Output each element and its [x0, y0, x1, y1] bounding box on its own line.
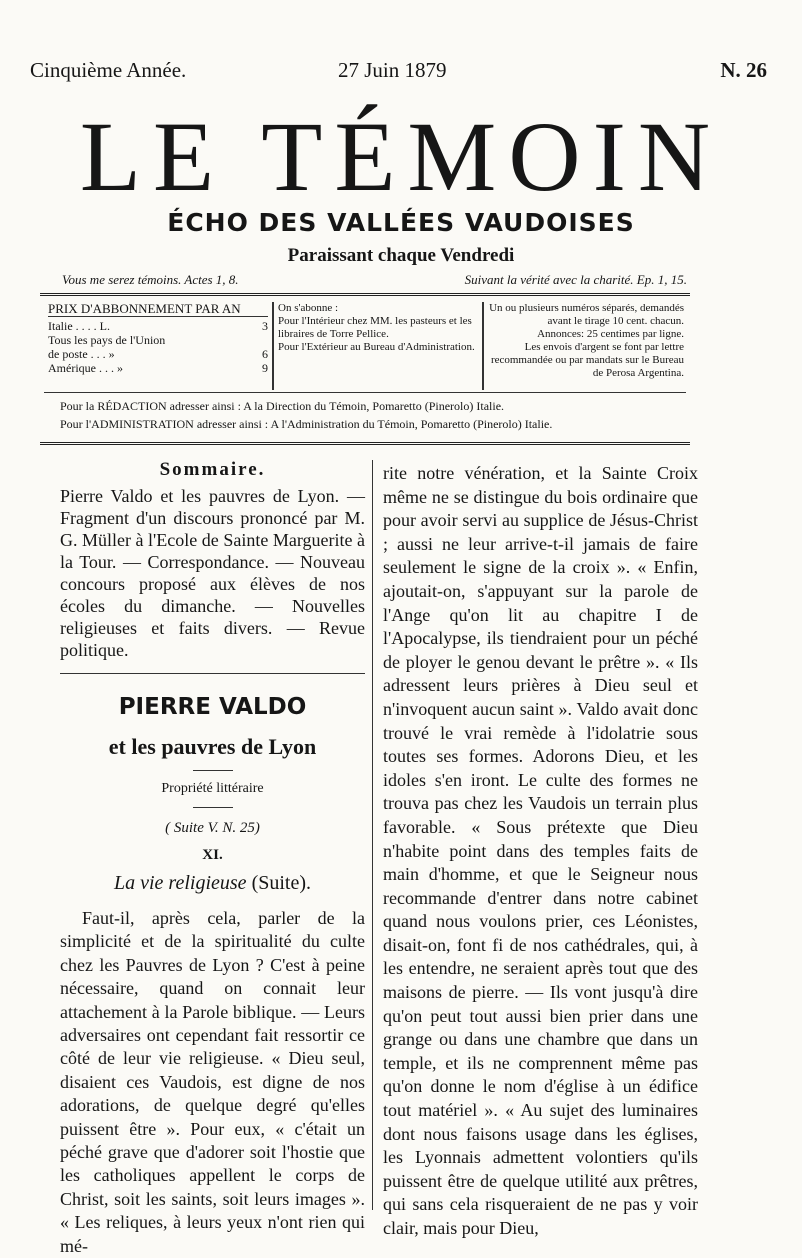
- issue-date: 27 Juin 1879: [338, 58, 447, 82]
- subscribe-exterior: Pour l'Extérieur au Bureau d'Administration.: [278, 341, 475, 353]
- section-rule: [60, 673, 365, 674]
- price-row: Italie . . . . L. 3: [48, 319, 268, 333]
- literary-property: Propriété littéraire: [161, 781, 264, 796]
- subscribe-column: [278, 302, 484, 390]
- subscribe-heading: On s'abonne :: [278, 302, 339, 314]
- left-column: [60, 455, 365, 1258]
- sommaire-title: Sommaire.: [159, 459, 266, 480]
- top-line: [30, 58, 767, 86]
- chapter-title: La vie religieuse (Suite).: [114, 872, 311, 894]
- article-body: Faut-il, après cela, parler de la simplicité et de la spiritualité du culte chez les Pauvres de Lyon ? C'est à peine nécessaire, quand on connait leur attachement à la Parole biblique. — Leurs adversaires ont cependant fait ressortir ce côté de leur vie religieuse. « Dieu seul, disaient ces Vaudois, est digne de nos adorations, de quelque degré qu'elles puissent être ». Pour eux, « c'était un péché grave que d'adorer soit l'hostie que les catholiques appellent le corps de Christ, soit les saints, soit leurs images ». « Les reliques, à leurs yeux n'ont rien qui mé-: [60, 908, 365, 1256]
- issue-number: N. 26: [720, 58, 767, 82]
- divider: [44, 392, 686, 393]
- section-number: XI.: [202, 847, 223, 863]
- subscribe-interior: Pour l'Intérieur chez MM. les pasteurs et les libraires de Torre Pellice.: [278, 315, 472, 340]
- money-note: Les envois d'argent se font par lettre recommandée ou par mandats sur le Bureau de Perosa Argentina.: [490, 341, 684, 379]
- motto-right: Suivant la vérité avec la charité. Ep. 1, 15.: [464, 272, 687, 287]
- masthead-subtitle: ÉCHO DES VALLÉES VAUDOISES: [167, 208, 635, 237]
- administration-address: Pour l'ADMINISTRATION adresser ainsi : A l'Administration du Témoin, Pomaretto (Pinerolo) Italie.: [60, 417, 553, 431]
- subscription-box: [40, 293, 690, 445]
- short-rule: [193, 807, 233, 808]
- price-heading: PRIX D'ABBONNEMENT PAR AN: [48, 302, 268, 317]
- article-continuation: rite notre vénération, et la Sainte Croix même ne se distingue du bois ordinaire que pour avoir servi au supplice de Jésus-Christ ; aussi ne leur arrive-t-il jamais de faire seulement le signe de la croix ». « Enfin, ajoutait-on, s'appuyant sur la parole de l'Ange qu'on lit au chapitre I de l'Apocalypse, ils tiendraient pour un péché de ployer le genou devant le prêtre ». « Ils adressent leurs prières à Dieu seul et n'invoquent aucun saint ». Valdo avait donc trouvé le vrai remède à l'idolatrie sous toutes ses formes. Adorons Dieu, et les idoles s'en iront. Le culte des formes ne trouva pas chez les Vaudois un terrain plus favorable. « Sous prétexte que Dieu n'habite point dans des temples faits de main d'homme, et que le Seigneur nous recommande d'entrer dans notre cabinet quand nous voulons prier, ces Léonistes, disait-on, font fi de nos cathédrales, qui, à les entendre, ne seraient après tout que des maisons de pierre. — Ils vont jusqu'à dire qu'on peut tout aussi bien prier dans une grange ou dans une chambre que dans un temple, et ils ne comprennent même pas qu'on donne le nom d'église à un édifice tout matériel ». « Au sujet des luminaires dont nous faisons usage dans les églises, les Lyonnais admettent volontiers qu'ils puissent être de quelque utilité aux prêtres, qui sans cela risqueraient de ne pas y voir clair, mais pour Dieu,: [383, 463, 698, 1238]
- notices-column: [488, 302, 684, 380]
- article-title: PIERRE VALDO: [118, 694, 307, 720]
- short-rule: [193, 770, 233, 771]
- price-column: [48, 302, 274, 390]
- redaction-address: Pour la RÉDACTION adresser ainsi : A la Direction du Témoin, Pomaretto (Pinerolo) Italie.: [60, 399, 505, 413]
- ads-note: Annonces: 25 centimes par ligne.: [537, 328, 684, 340]
- continuation-note: ( Suite V. N. 25): [165, 820, 260, 836]
- price-row: Tous les pays de l'Union: [48, 333, 166, 347]
- price-row: de poste . . . » 6: [48, 347, 268, 361]
- publication-frequency: Paraissant chaque Vendredi: [287, 245, 515, 266]
- single-issue-note: Un ou plusieurs numéros séparés, demandés avant le tirage 10 cent. chacun.: [489, 302, 684, 327]
- column-rule: [372, 460, 373, 1210]
- price-row: Amérique . . . » 9: [48, 361, 268, 375]
- mottos: [62, 272, 687, 294]
- right-column: [383, 462, 698, 1241]
- masthead-title: LE TÉMOIN: [79, 101, 723, 212]
- motto-left: Vous me serez témoins. Actes 1, 8.: [62, 272, 239, 287]
- year-label: Cinquième Année.: [30, 58, 187, 82]
- sommaire-text: Pierre Valdo et les pauvres de Lyon. — Fragment d'un discours prononcé par M. G. Müller à l'Ecole de Sainte Marguerite à la Tour. — Correspondance. — Nouveau concours proposé aux élèves de nos écoles du dimanche. — Nouvelles religieuses et faits divers. — Revue politique.: [60, 486, 365, 660]
- article-subtitle: et les pauvres de Lyon: [108, 734, 317, 759]
